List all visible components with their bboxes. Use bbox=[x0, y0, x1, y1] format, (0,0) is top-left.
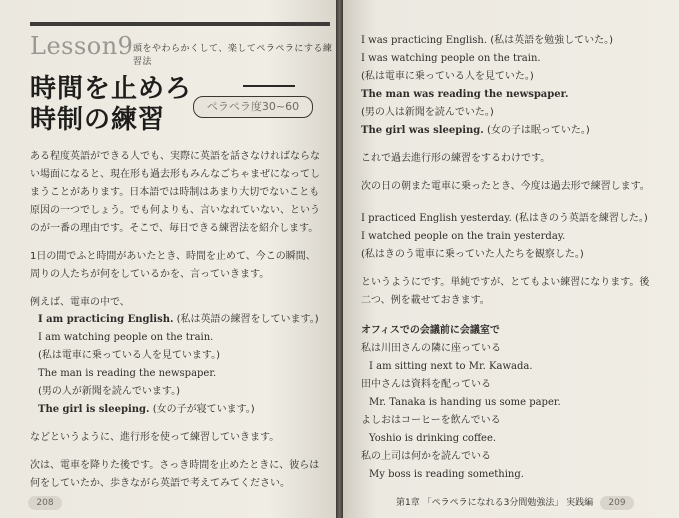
example-line bbox=[38, 385, 180, 399]
running-head: 第1章 「ペラペラになれる3分間勉強法」 実践編 bbox=[396, 498, 594, 508]
text-line: 1日の間でふと時間があいたとき、時間を止めて、今この瞬間、 bbox=[30, 251, 316, 262]
text-line: などというように、進行形を使って練習していきます。 bbox=[30, 432, 280, 443]
example-line bbox=[361, 212, 648, 226]
example-japanese: (私はきのう英語を練習した。) bbox=[514, 213, 648, 224]
text-line: 次の日の朝また電車に乗ったとき、今度は過去形で練習します。 bbox=[361, 181, 650, 192]
example-japanese: (私は英語の練習をしています。) bbox=[176, 314, 319, 325]
office-japanese: 田中さんは資料を配っている bbox=[361, 379, 491, 390]
example-line bbox=[38, 349, 220, 363]
example-line bbox=[38, 313, 319, 327]
text-line: 例えば、電車の中で、 bbox=[30, 297, 130, 308]
example-english: I practiced English yesterday. bbox=[361, 213, 512, 224]
example-line bbox=[361, 106, 494, 120]
office-japanese: 私の上司は何かを読んでいる bbox=[361, 451, 491, 462]
example-english: I am practicing English. bbox=[38, 314, 174, 325]
office-english: I am sitting next to Mr. Kawada. bbox=[369, 361, 533, 372]
book-gutter bbox=[336, 0, 343, 518]
text-line: のが一番の理由です。そこで、毎日できる練習法を紹介します。 bbox=[30, 223, 319, 234]
example-english: I was practicing English. bbox=[361, 35, 488, 46]
example-english: I am watching people on the train. bbox=[38, 332, 214, 343]
example-english: The girl was sleeping. bbox=[361, 125, 484, 136]
example-line bbox=[361, 34, 613, 48]
example-line bbox=[361, 88, 568, 102]
example-english: The man is reading the newspaper. bbox=[38, 368, 217, 379]
example-english: I was watching people on the train. bbox=[361, 53, 541, 64]
example-japanese: (私はきのう電車に乗っていた人たちを観察した。) bbox=[361, 249, 584, 260]
text-line: い場面になると、現在形も過去形もみんなごちゃまぜになってし bbox=[30, 169, 320, 180]
right-page bbox=[343, 0, 679, 518]
office-english: My boss is reading something. bbox=[369, 469, 524, 480]
text-line: これで過去進行形の練習をするわけです。 bbox=[361, 153, 551, 164]
example-english: I watched people on the train yesterday. bbox=[361, 231, 566, 242]
text-line: 二つ、例を載せておきます。 bbox=[361, 295, 490, 306]
example-english: The girl is sleeping. bbox=[38, 404, 150, 415]
office-japanese: 私は川田さんの隣に座っている bbox=[361, 343, 501, 354]
example-japanese: (私は電車に乗っている人を見ていた。) bbox=[361, 71, 534, 82]
office-english: Yoshio is drinking coffee. bbox=[369, 433, 497, 444]
example-japanese: (私は電車に乗っている人を見ています。) bbox=[38, 350, 221, 361]
text-line: 次は、電車を降りた後です。さっき時間を止めたときに、彼らは bbox=[30, 460, 320, 471]
example-line bbox=[361, 230, 565, 244]
example-japanese: (男の人が新聞を読んでいます。) bbox=[38, 386, 181, 397]
text-line: 原因の一つでしょう。でも何よりも、言いなれていない、という bbox=[30, 205, 320, 216]
example-line bbox=[361, 70, 534, 84]
example-line bbox=[361, 52, 541, 66]
lesson-subtitle: 頭をやわらかくして、楽してペラペラにする練習法 bbox=[133, 44, 333, 67]
title-dash bbox=[243, 85, 295, 87]
example-line bbox=[361, 124, 590, 138]
text-line: まうことがあります。日本語では時制はあまり大切でないことも bbox=[30, 187, 320, 198]
example-japanese: (男の人は新聞を読んでいた。) bbox=[361, 107, 494, 118]
example-japanese: (私は英語を勉強していた。) bbox=[490, 35, 614, 46]
lesson-number: Lesson9 bbox=[30, 32, 134, 60]
page-number-right: 209 bbox=[600, 496, 634, 510]
example-line bbox=[38, 367, 216, 381]
office-japanese: よしおはコーヒーを飲んでいる bbox=[361, 415, 501, 426]
left-page bbox=[0, 0, 336, 518]
example-japanese: (女の子は眠っていた。) bbox=[486, 125, 590, 136]
text-line: 何をしていたか、歩きながら英語で考えてみてください。 bbox=[30, 478, 290, 489]
example-line bbox=[38, 331, 213, 345]
lesson-title-line1: 時間を止めろ bbox=[30, 74, 193, 104]
example-english: The man was reading the newspaper. bbox=[361, 89, 569, 100]
example-line bbox=[361, 248, 584, 262]
example-line bbox=[38, 403, 255, 417]
page-number-left: 208 bbox=[28, 496, 62, 510]
office-heading: オフィスでの会議前に会議室で bbox=[361, 325, 500, 336]
office-english: Mr. Tanaka is handing us some paper. bbox=[369, 397, 561, 408]
example-japanese: (女の子が寝ています。) bbox=[152, 404, 255, 415]
header-rule bbox=[30, 22, 330, 26]
lesson-title-line2: 時制の練習 bbox=[30, 105, 166, 135]
text-line: 周りの人たちが何をしているかを、言っていきます。 bbox=[30, 269, 270, 280]
text-line: ある程度英語ができる人でも、実際に英語を話さなければならな bbox=[30, 151, 320, 162]
difficulty-badge: ペラペラ度30~60 bbox=[193, 96, 313, 118]
text-line: というようにです。単純ですが、とてもよい練習になります。後 bbox=[361, 277, 650, 288]
